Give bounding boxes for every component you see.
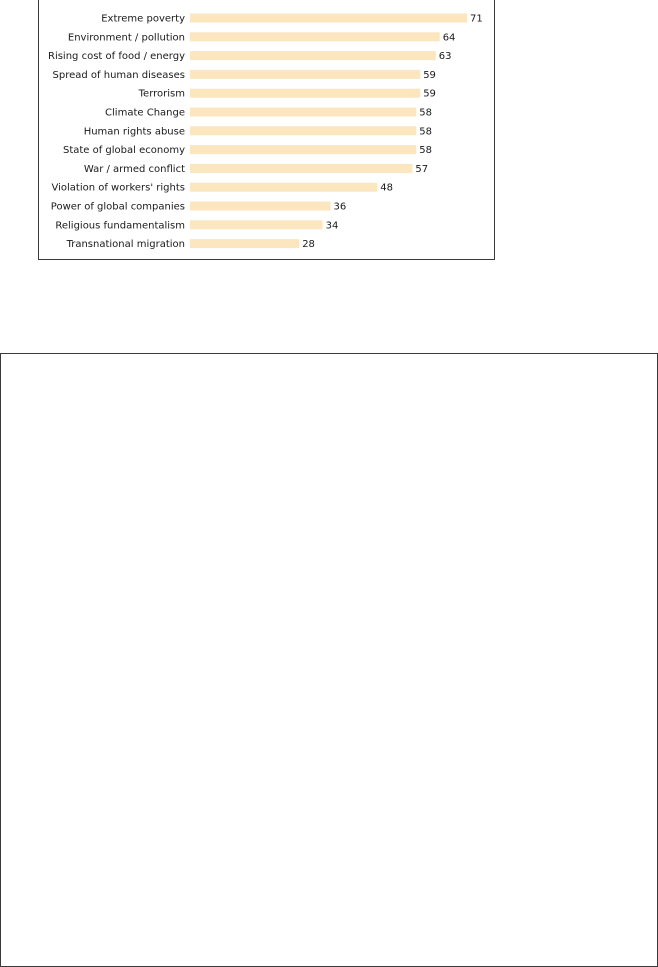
- category-label: Terrorism: [138, 88, 185, 100]
- category-label: State of global economy: [62, 145, 185, 157]
- value-label: 58: [419, 126, 433, 138]
- category-label: Religious fundamentalism: [55, 220, 185, 232]
- value-label: 59: [423, 88, 436, 100]
- bar: [190, 126, 416, 135]
- category-labels: [48, 14, 185, 251]
- value-label: 36: [333, 201, 347, 213]
- value-label: 71: [470, 13, 483, 25]
- bar: [190, 108, 416, 117]
- bar-chart: [39, 0, 496, 260]
- category-label: Power of global companies: [50, 201, 185, 213]
- value-label: 48: [380, 182, 394, 194]
- value-label: 64: [442, 32, 456, 44]
- value-label: 58: [419, 107, 433, 119]
- category-label: Spread of human diseases: [52, 69, 185, 81]
- bar: [190, 51, 436, 60]
- value-label: 57: [415, 163, 429, 175]
- bar: [190, 14, 467, 23]
- empty-panel: [0, 353, 658, 967]
- category-label: Extreme poverty: [101, 13, 185, 25]
- bar: [190, 202, 331, 211]
- category-label: Climate Change: [105, 107, 185, 119]
- bar: [190, 183, 377, 192]
- category-label: Environment / pollution: [67, 32, 185, 44]
- category-label: Human rights abuse: [83, 126, 185, 138]
- category-label: Violation of workers' rights: [51, 182, 185, 194]
- bar: [190, 70, 420, 79]
- chart-frame: [38, 0, 495, 260]
- bar: [190, 145, 416, 154]
- bar: [190, 164, 412, 173]
- bar: [190, 32, 440, 41]
- value-label: 28: [302, 239, 315, 251]
- bar: [190, 239, 299, 248]
- value-label: 34: [325, 220, 339, 232]
- category-label: Rising cost of food / energy: [48, 51, 185, 63]
- value-label: 59: [423, 69, 436, 81]
- value-label: 58: [419, 145, 433, 157]
- bar: [190, 220, 323, 229]
- value-label: 63: [438, 51, 452, 63]
- category-label: War / armed conflict: [83, 163, 185, 175]
- bar: [190, 89, 420, 98]
- category-label: Transnational migration: [66, 239, 185, 251]
